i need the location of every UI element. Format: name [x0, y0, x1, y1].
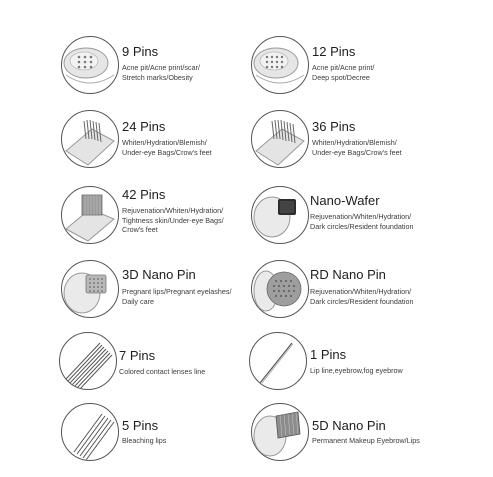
product-title: 5 Pins — [122, 418, 159, 433]
product-description — [122, 287, 231, 306]
product-description — [312, 138, 402, 157]
description-line: Whiten/Hydration/Blemish/ — [122, 138, 207, 147]
product-description — [310, 366, 403, 376]
36-pin-cartridge-icon — [251, 110, 309, 168]
product-description — [312, 63, 374, 82]
product-title: 42 Pins — [122, 187, 166, 202]
description-line: Bleaching lips — [122, 436, 167, 445]
product-title: 36 Pins — [312, 119, 356, 134]
3d-nano-pin-cartridge-icon — [61, 260, 119, 318]
description-line: Lip line,eyebrow,fog eyebrow — [310, 366, 403, 375]
description-line: Crow's feet — [122, 225, 158, 234]
42-pin-cartridge-icon — [61, 186, 119, 244]
7-pin-needle-icon — [59, 332, 117, 390]
9-pin-cartridge-icon — [61, 36, 119, 94]
5d-nano-pin-cartridge-icon — [251, 403, 309, 461]
description-line: Whiten/Hydration/Blemish/ — [312, 138, 397, 147]
product-title: 24 Pins — [122, 119, 166, 134]
12-pin-cartridge-icon — [251, 36, 309, 94]
product-title: RD Nano Pin — [310, 267, 386, 282]
rd-nano-pin-cartridge-icon — [251, 260, 309, 318]
description-line: Stretch marks/Obesity — [122, 72, 193, 82]
description-line: Deep spot/Decree — [312, 72, 370, 82]
product-title: 7 Pins — [119, 348, 156, 363]
product-description — [122, 436, 166, 446]
5-pin-needle-icon — [61, 403, 119, 461]
description-line: Under-eye Bags/Crow's feet — [122, 147, 212, 157]
product-description — [312, 436, 420, 446]
description-line: Dark circles/Resident foundation — [310, 296, 414, 306]
product-title: 12 Pins — [312, 44, 356, 59]
product-description — [119, 367, 205, 377]
description-line: Dark circles/Resident foundation — [310, 221, 414, 231]
nano-wafer-cartridge-icon — [251, 186, 309, 244]
product-description — [310, 287, 413, 306]
24-pin-cartridge-icon — [61, 110, 119, 168]
description-line: Rejuvenation/Whiten/Hydration/ — [310, 212, 412, 221]
description-line: Pregnant lips/Pregnant eyelashes/ — [122, 287, 232, 296]
description-line: Rejuvenation/Whiten/Hydration/ — [310, 287, 412, 296]
product-title: 3D Nano Pin — [122, 267, 196, 282]
description-line: Tightness skin/Under-eye Bags/ — [122, 215, 224, 225]
product-description — [310, 212, 413, 231]
product-title: 1 Pins — [310, 347, 347, 362]
1-pin-needle-icon — [249, 332, 307, 390]
description-line: Acne pit/Acne print/scar/ — [122, 63, 200, 72]
product-title: 9 Pins — [122, 44, 159, 59]
description-line: Acne pit/Acne print/ — [312, 63, 375, 72]
description-line: Permanent Makeup Eyebrow/Lips — [312, 436, 420, 445]
description-line: Rejuvenation/Whiten/Hydration/ — [122, 206, 224, 215]
description-line: Colored contact lenses line — [119, 367, 206, 376]
product-title: 5D Nano Pin — [312, 418, 386, 433]
product-description — [122, 138, 212, 157]
description-line: Daily care — [122, 296, 154, 306]
product-description — [122, 206, 224, 235]
description-line: Under-eye Bags/Crow's feet — [312, 147, 402, 157]
product-title: Nano-Wafer — [310, 193, 380, 208]
product-description — [122, 63, 200, 82]
